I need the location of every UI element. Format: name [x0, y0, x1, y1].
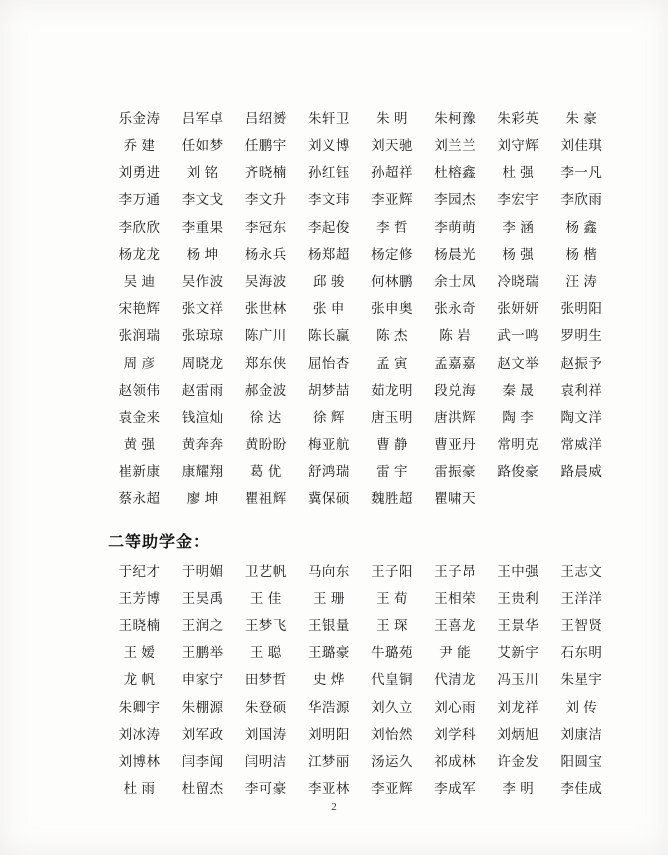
name-cell: 刘勇进: [118, 165, 161, 181]
name-cell: 袁金来: [118, 409, 161, 425]
name-cell: 葛 优: [249, 464, 282, 480]
name-cell: 郑东侠: [244, 355, 287, 371]
name-cell: 李亚林: [307, 781, 350, 797]
name-cell: 艾新宇: [497, 645, 540, 661]
name-cell: 陶 李: [502, 409, 535, 425]
name-cell: 刘兰兰: [434, 138, 477, 154]
name-cell: 李宏宇: [497, 192, 540, 208]
name-cell: 王子阳: [371, 563, 414, 579]
name-cell: 牛璐苑: [371, 645, 414, 661]
name-cell: 刘博林: [118, 753, 161, 769]
name-cell: 张永奇: [434, 301, 477, 317]
name-cell: 李成军: [434, 781, 477, 797]
second-grade-name-table: [108, 558, 613, 803]
name-cell: 李亚辉: [371, 781, 414, 797]
name-cell: 路俊豪: [497, 464, 540, 480]
name-cell: 朱 明: [376, 110, 408, 126]
name-cell: 朱轩卫: [307, 110, 350, 126]
name-cell: 廖 坤: [186, 491, 219, 507]
name-cell: 康耀翔: [181, 464, 224, 480]
name-cell: 王芳博: [118, 590, 161, 606]
name-cell: 吕绍赟: [244, 110, 287, 126]
name-cell: 赵雷雨: [181, 382, 224, 398]
name-cell: [550, 486, 613, 513]
table-row: [108, 132, 613, 159]
first-grade-table-body: [108, 105, 613, 513]
name-cell: 张 申: [313, 301, 345, 317]
name-cell: 刘冰涛: [118, 726, 161, 742]
name-cell: 雷振豪: [434, 464, 477, 480]
name-cell: 朱彩英: [497, 110, 540, 126]
name-cell: [487, 486, 550, 513]
name-cell: 刘学科: [434, 726, 477, 742]
name-cell: 汤运久: [371, 753, 414, 769]
name-cell: 朱星宇: [560, 672, 603, 688]
name-cell: 李一凡: [560, 165, 603, 181]
table-row: [108, 241, 613, 268]
name-cell: 任鹏宇: [244, 138, 287, 154]
name-cell: 杜留杰: [181, 781, 224, 797]
table-row: [108, 159, 613, 186]
name-cell: 王润之: [181, 618, 224, 634]
name-cell: 李 哲: [376, 219, 408, 235]
name-cell: 王志文: [560, 563, 603, 579]
name-cell: 杨郑超: [307, 246, 350, 262]
name-cell: 李欣雨: [560, 192, 603, 208]
name-cell: 王贵利: [497, 590, 540, 606]
table-row: [108, 323, 613, 350]
name-cell: 李起俊: [307, 219, 350, 235]
name-cell: 刘怡然: [371, 726, 414, 742]
name-cell: 龙 帆: [123, 672, 156, 688]
name-cell: 王 珊: [313, 590, 345, 606]
name-cell: 崔新康: [118, 464, 161, 480]
name-cell: 屈怡杏: [307, 355, 350, 371]
name-cell: 李 明: [502, 781, 535, 797]
name-cell: 王璐豪: [307, 645, 350, 661]
name-cell: 刘久立: [371, 699, 414, 715]
name-cell: 李 涵: [502, 219, 535, 235]
table-row: [108, 721, 613, 748]
name-cell: 常威洋: [560, 437, 603, 453]
name-cell: 田梦哲: [244, 672, 287, 688]
name-cell: 张明阳: [560, 301, 603, 317]
name-cell: 石东明: [560, 645, 603, 661]
name-cell: 江梦丽: [307, 753, 350, 769]
name-cell: 瞿祖辉: [244, 491, 287, 507]
name-cell: 徐 辉: [313, 409, 345, 425]
name-cell: 王晓楠: [118, 618, 161, 634]
name-cell: 王相荣: [434, 590, 477, 606]
name-cell: 郝金波: [244, 382, 287, 398]
table-row: [108, 585, 613, 612]
name-cell: 朱登硕: [244, 699, 287, 715]
name-cell: 刘义博: [307, 138, 350, 154]
name-cell: 冯玉川: [497, 672, 540, 688]
name-cell: 路晨威: [560, 464, 603, 480]
table-row: [108, 667, 613, 694]
name-cell: 王景华: [497, 618, 540, 634]
name-cell: 舒鸿瑞: [307, 464, 350, 480]
table-row: [108, 214, 613, 241]
name-cell: 赵振予: [560, 355, 603, 371]
name-cell: 吴 迪: [123, 273, 156, 289]
name-cell: 李亚辉: [371, 192, 414, 208]
table-row: [108, 639, 613, 666]
name-cell: 邱 骏: [313, 273, 345, 289]
name-cell: 孟嘉嘉: [434, 355, 477, 371]
table-row: [108, 748, 613, 775]
name-cell: 闫明洁: [244, 753, 287, 769]
name-cell: 阳圆宝: [560, 753, 603, 769]
name-cell: 黄盼盼: [244, 437, 287, 453]
name-cell: 周晓龙: [181, 355, 224, 371]
name-cell: 陈 岩: [439, 328, 472, 344]
name-cell: 梅亚航: [307, 437, 350, 453]
name-cell: 刘 传: [565, 699, 598, 715]
name-cell: 祁成林: [434, 753, 477, 769]
name-cell: 乐金涛: [118, 110, 161, 126]
name-cell: 华浩源: [307, 699, 350, 715]
name-cell: 王中强: [497, 563, 540, 579]
name-cell: 王梦飞: [244, 618, 287, 634]
name-cell: 何林鹏: [371, 273, 414, 289]
name-cell: 申家宁: [181, 672, 224, 688]
name-cell: 刘龙祥: [497, 699, 540, 715]
name-cell: 王子昂: [434, 563, 477, 579]
name-cell: 张申奥: [371, 301, 414, 317]
name-cell: 钱渲灿: [181, 409, 224, 425]
name-cell: 曹亚丹: [434, 437, 477, 453]
name-cell: 李园杰: [434, 192, 477, 208]
name-cell: 杨 坤: [186, 246, 219, 262]
name-cell: 朱卿宇: [118, 699, 161, 715]
name-cell: 李万通: [118, 192, 161, 208]
name-cell: 闫李闻: [181, 753, 224, 769]
table-row: [108, 377, 613, 404]
name-cell: 段兑海: [434, 382, 477, 398]
name-cell: 刘炳旭: [497, 726, 540, 742]
table-row: [108, 404, 613, 431]
name-cell: 王 琛: [376, 618, 408, 634]
name-cell: 冀保硕: [307, 491, 350, 507]
name-cell: 张妍妍: [497, 301, 540, 317]
name-cell: 吕军卓: [181, 110, 224, 126]
table-row: [108, 431, 613, 458]
name-cell: 赵文举: [497, 355, 540, 371]
page-number: 2: [331, 801, 337, 813]
name-cell: 孙超祥: [371, 165, 414, 181]
table-row: [108, 694, 613, 721]
name-cell: 余士凤: [434, 273, 477, 289]
name-cell: 王喜龙: [434, 618, 477, 634]
name-cell: 杨龙龙: [118, 246, 161, 262]
name-cell: 杨永兵: [244, 246, 287, 262]
table-row: [108, 558, 613, 585]
name-cell: 杨 楷: [565, 246, 598, 262]
name-cell: 赵领伟: [118, 382, 161, 398]
table-row: [108, 105, 613, 132]
name-cell: 杨 强: [502, 246, 535, 262]
name-cell: 王 嫒: [123, 645, 156, 661]
name-cell: 冷晓瑞: [497, 273, 540, 289]
name-cell: 孙红钰: [307, 165, 350, 181]
name-cell: 刘心雨: [434, 699, 477, 715]
name-cell: 唐玉明: [371, 409, 414, 425]
name-cell: 孟 寅: [376, 355, 408, 371]
name-cell: 乔 建: [123, 138, 156, 154]
table-row: [108, 486, 613, 513]
name-cell: 宋艳辉: [118, 301, 161, 317]
table-row: [108, 187, 613, 214]
name-cell: 刘军政: [181, 726, 224, 742]
name-cell: 任如梦: [181, 138, 224, 154]
name-cell: 朱 豪: [565, 110, 598, 126]
name-cell: 张润瑞: [118, 328, 161, 344]
name-cell: 黄 强: [123, 437, 156, 453]
name-cell: 卫艺帆: [244, 563, 287, 579]
name-cell: 曹 静: [376, 437, 408, 453]
name-cell: 王 佳: [249, 590, 282, 606]
name-cell: 陈 杰: [376, 328, 408, 344]
name-cell: 武一鸣: [497, 328, 540, 344]
name-cell: 于纪才: [118, 563, 161, 579]
name-cell: 张琼琼: [181, 328, 224, 344]
name-cell: 吴海波: [244, 273, 287, 289]
name-cell: 代皇铜: [371, 672, 414, 688]
name-cell: 李文戈: [181, 192, 224, 208]
name-cell: 陈长赢: [307, 328, 350, 344]
name-cell: 罗明生: [560, 328, 603, 344]
name-cell: 王昊禹: [181, 590, 224, 606]
name-cell: 陈广川: [244, 328, 287, 344]
table-row: [108, 458, 613, 485]
name-cell: 刘康洁: [560, 726, 603, 742]
name-cell: 王银量: [307, 618, 350, 634]
name-cell: 张世林: [244, 301, 287, 317]
name-cell: 汪 涛: [565, 273, 598, 289]
name-cell: 魏胜超: [371, 491, 414, 507]
name-cell: 杜 强: [502, 165, 535, 181]
name-cell: 蔡永超: [118, 491, 161, 507]
name-cell: 李重果: [181, 219, 224, 235]
name-cell: 齐晓楠: [244, 165, 287, 181]
name-cell: 王 荀: [376, 590, 408, 606]
table-row: [108, 612, 613, 639]
name-cell: 李欣欣: [118, 219, 161, 235]
name-cell: 常明克: [497, 437, 540, 453]
name-cell: 张文祥: [181, 301, 224, 317]
name-cell: 杜 雨: [123, 781, 156, 797]
name-cell: 刘 铭: [186, 165, 219, 181]
name-cell: 刘天驰: [371, 138, 414, 154]
name-cell: 王 聪: [249, 645, 282, 661]
name-cell: 刘佳琪: [560, 138, 603, 154]
name-cell: 王洋洋: [560, 590, 603, 606]
name-cell: 朱柯豫: [434, 110, 477, 126]
name-cell: 刘明阳: [307, 726, 350, 742]
first-grade-name-table: [108, 105, 613, 513]
name-cell: 于明媚: [181, 563, 224, 579]
name-cell: 李可豪: [244, 781, 287, 797]
name-cell: 茹龙明: [371, 382, 414, 398]
name-cell: 杨定修: [371, 246, 414, 262]
name-cell: 黄奔奔: [181, 437, 224, 453]
name-cell: 袁利祥: [560, 382, 603, 398]
name-cell: 胡梦喆: [307, 382, 350, 398]
name-cell: 史 烨: [313, 672, 345, 688]
name-cell: 王鹏举: [181, 645, 224, 661]
name-cell: 杜榕鑫: [434, 165, 477, 181]
name-cell: 朱棚源: [181, 699, 224, 715]
name-cell: 秦 晟: [502, 382, 535, 398]
name-cell: 吴作波: [181, 273, 224, 289]
name-cell: 陶文洋: [560, 409, 603, 425]
name-cell: 李萌萌: [434, 219, 477, 235]
table-row: [108, 268, 613, 295]
section-spacer: [108, 513, 613, 517]
name-cell: 尹 能: [439, 645, 472, 661]
table-row: [108, 775, 613, 802]
second-grade-table-body: [108, 558, 613, 803]
table-row: [108, 350, 613, 377]
name-cell: 李冠东: [244, 219, 287, 235]
name-cell: 杨 鑫: [565, 219, 598, 235]
name-cell: 雷 宇: [376, 464, 408, 480]
name-cell: 杨晨光: [434, 246, 477, 262]
name-cell: 马向东: [307, 563, 350, 579]
table-row: [108, 295, 613, 322]
name-cell: 李文升: [244, 192, 287, 208]
name-cell: 李文玮: [307, 192, 350, 208]
name-cell: 唐洪辉: [434, 409, 477, 425]
name-cell: 徐 达: [249, 409, 282, 425]
name-cell: 瞿啸天: [434, 491, 477, 507]
name-cell: 刘守辉: [497, 138, 540, 154]
name-cell: 刘国涛: [244, 726, 287, 742]
name-cell: 王智贤: [560, 618, 603, 634]
name-cell: 周 彦: [123, 355, 156, 371]
name-cell: 许金发: [497, 753, 540, 769]
name-cell: 代清龙: [434, 672, 477, 688]
name-cell: 李佳成: [560, 781, 603, 797]
second-grade-heading: 二等助学金：: [108, 533, 211, 551]
